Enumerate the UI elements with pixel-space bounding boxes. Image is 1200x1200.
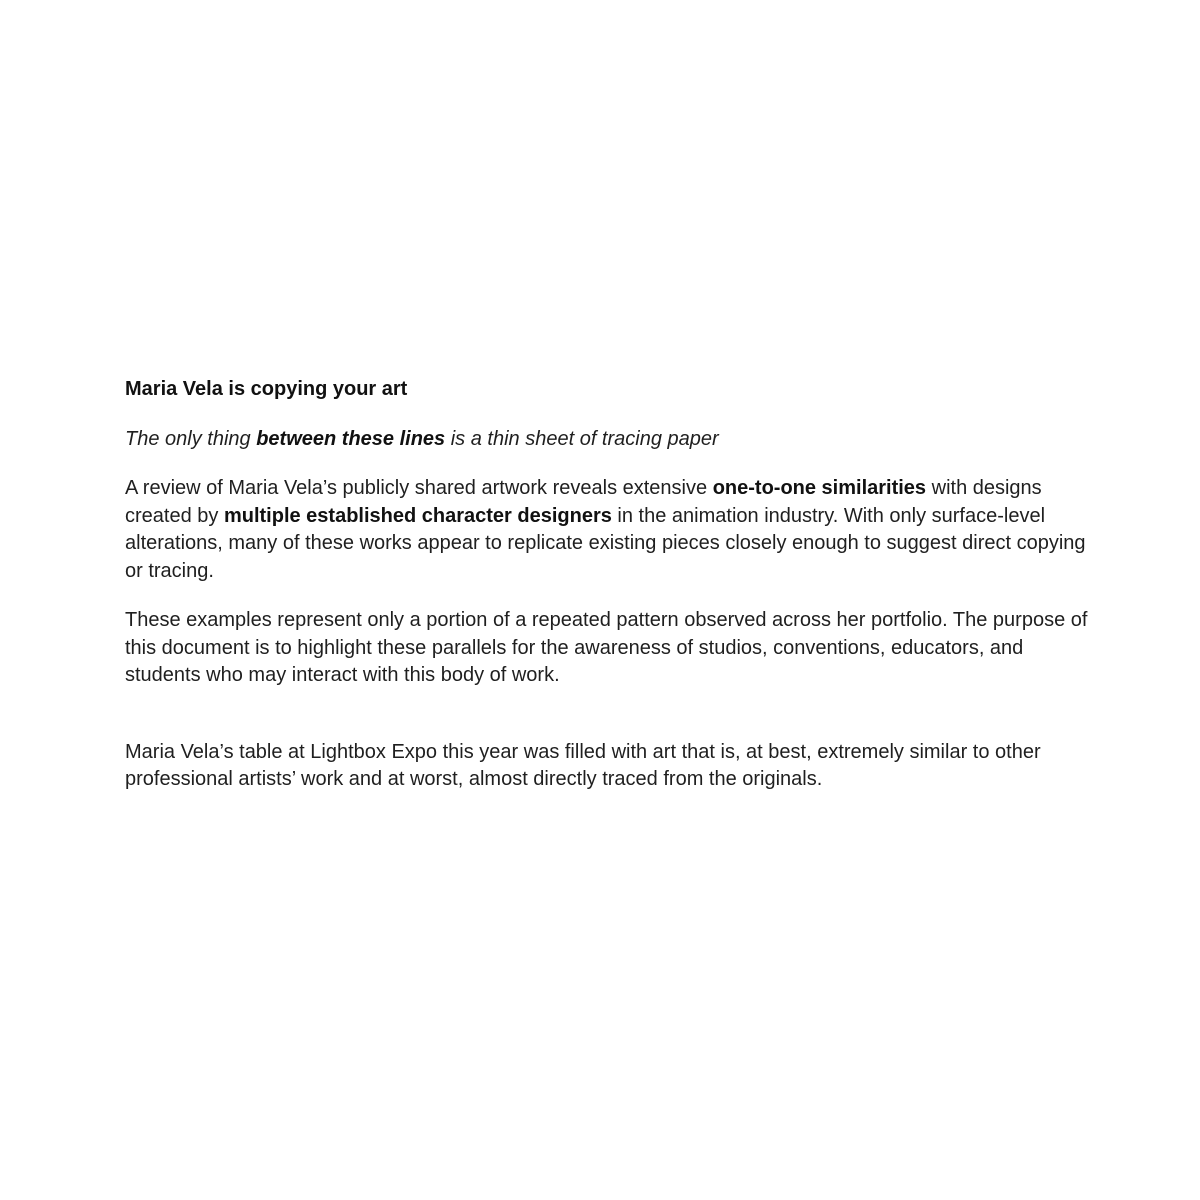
subtitle-text-2: is a thin sheet of tracing paper	[445, 427, 719, 450]
document-body	[125, 376, 1095, 794]
paragraph-review-text-3: in the animation industry. With only surface-level alterations, many of these works appear to replicate existing pieces closely enough to suggest direct copying or tracing.	[125, 504, 1086, 582]
subtitle-text-1: The only thing	[125, 427, 257, 450]
paragraph-review-text-1: A review of Maria Vela’s publicly shared artwork reveals extensive	[125, 477, 713, 499]
paragraph-lightbox: Maria Vela’s table at Lightbox Expo this year was filled with art that is, at best, extremely similar to other professional artists’ work and at worst, almost directly traced from the originals.	[125, 740, 1041, 790]
subtitle-bold-text: between these lines	[256, 427, 446, 450]
paragraph-purpose: These examples represent only a portion of a repeated pattern observed across her portfolio. The purpose of this document is to highlight these parallels for the awareness of studios, conventions, educators, and students who may interact with this body of work.	[125, 609, 1088, 686]
document-title: Maria Vela is copying your art	[125, 378, 408, 400]
document-subtitle	[125, 426, 1095, 454]
paragraph-review-bold-1: one-to-one similarities	[712, 477, 927, 499]
paragraph-review-text-2: with designs created by	[125, 477, 1042, 527]
paragraph-review	[125, 475, 1095, 585]
paragraph-review-bold-2: multiple established character designers	[223, 504, 612, 527]
